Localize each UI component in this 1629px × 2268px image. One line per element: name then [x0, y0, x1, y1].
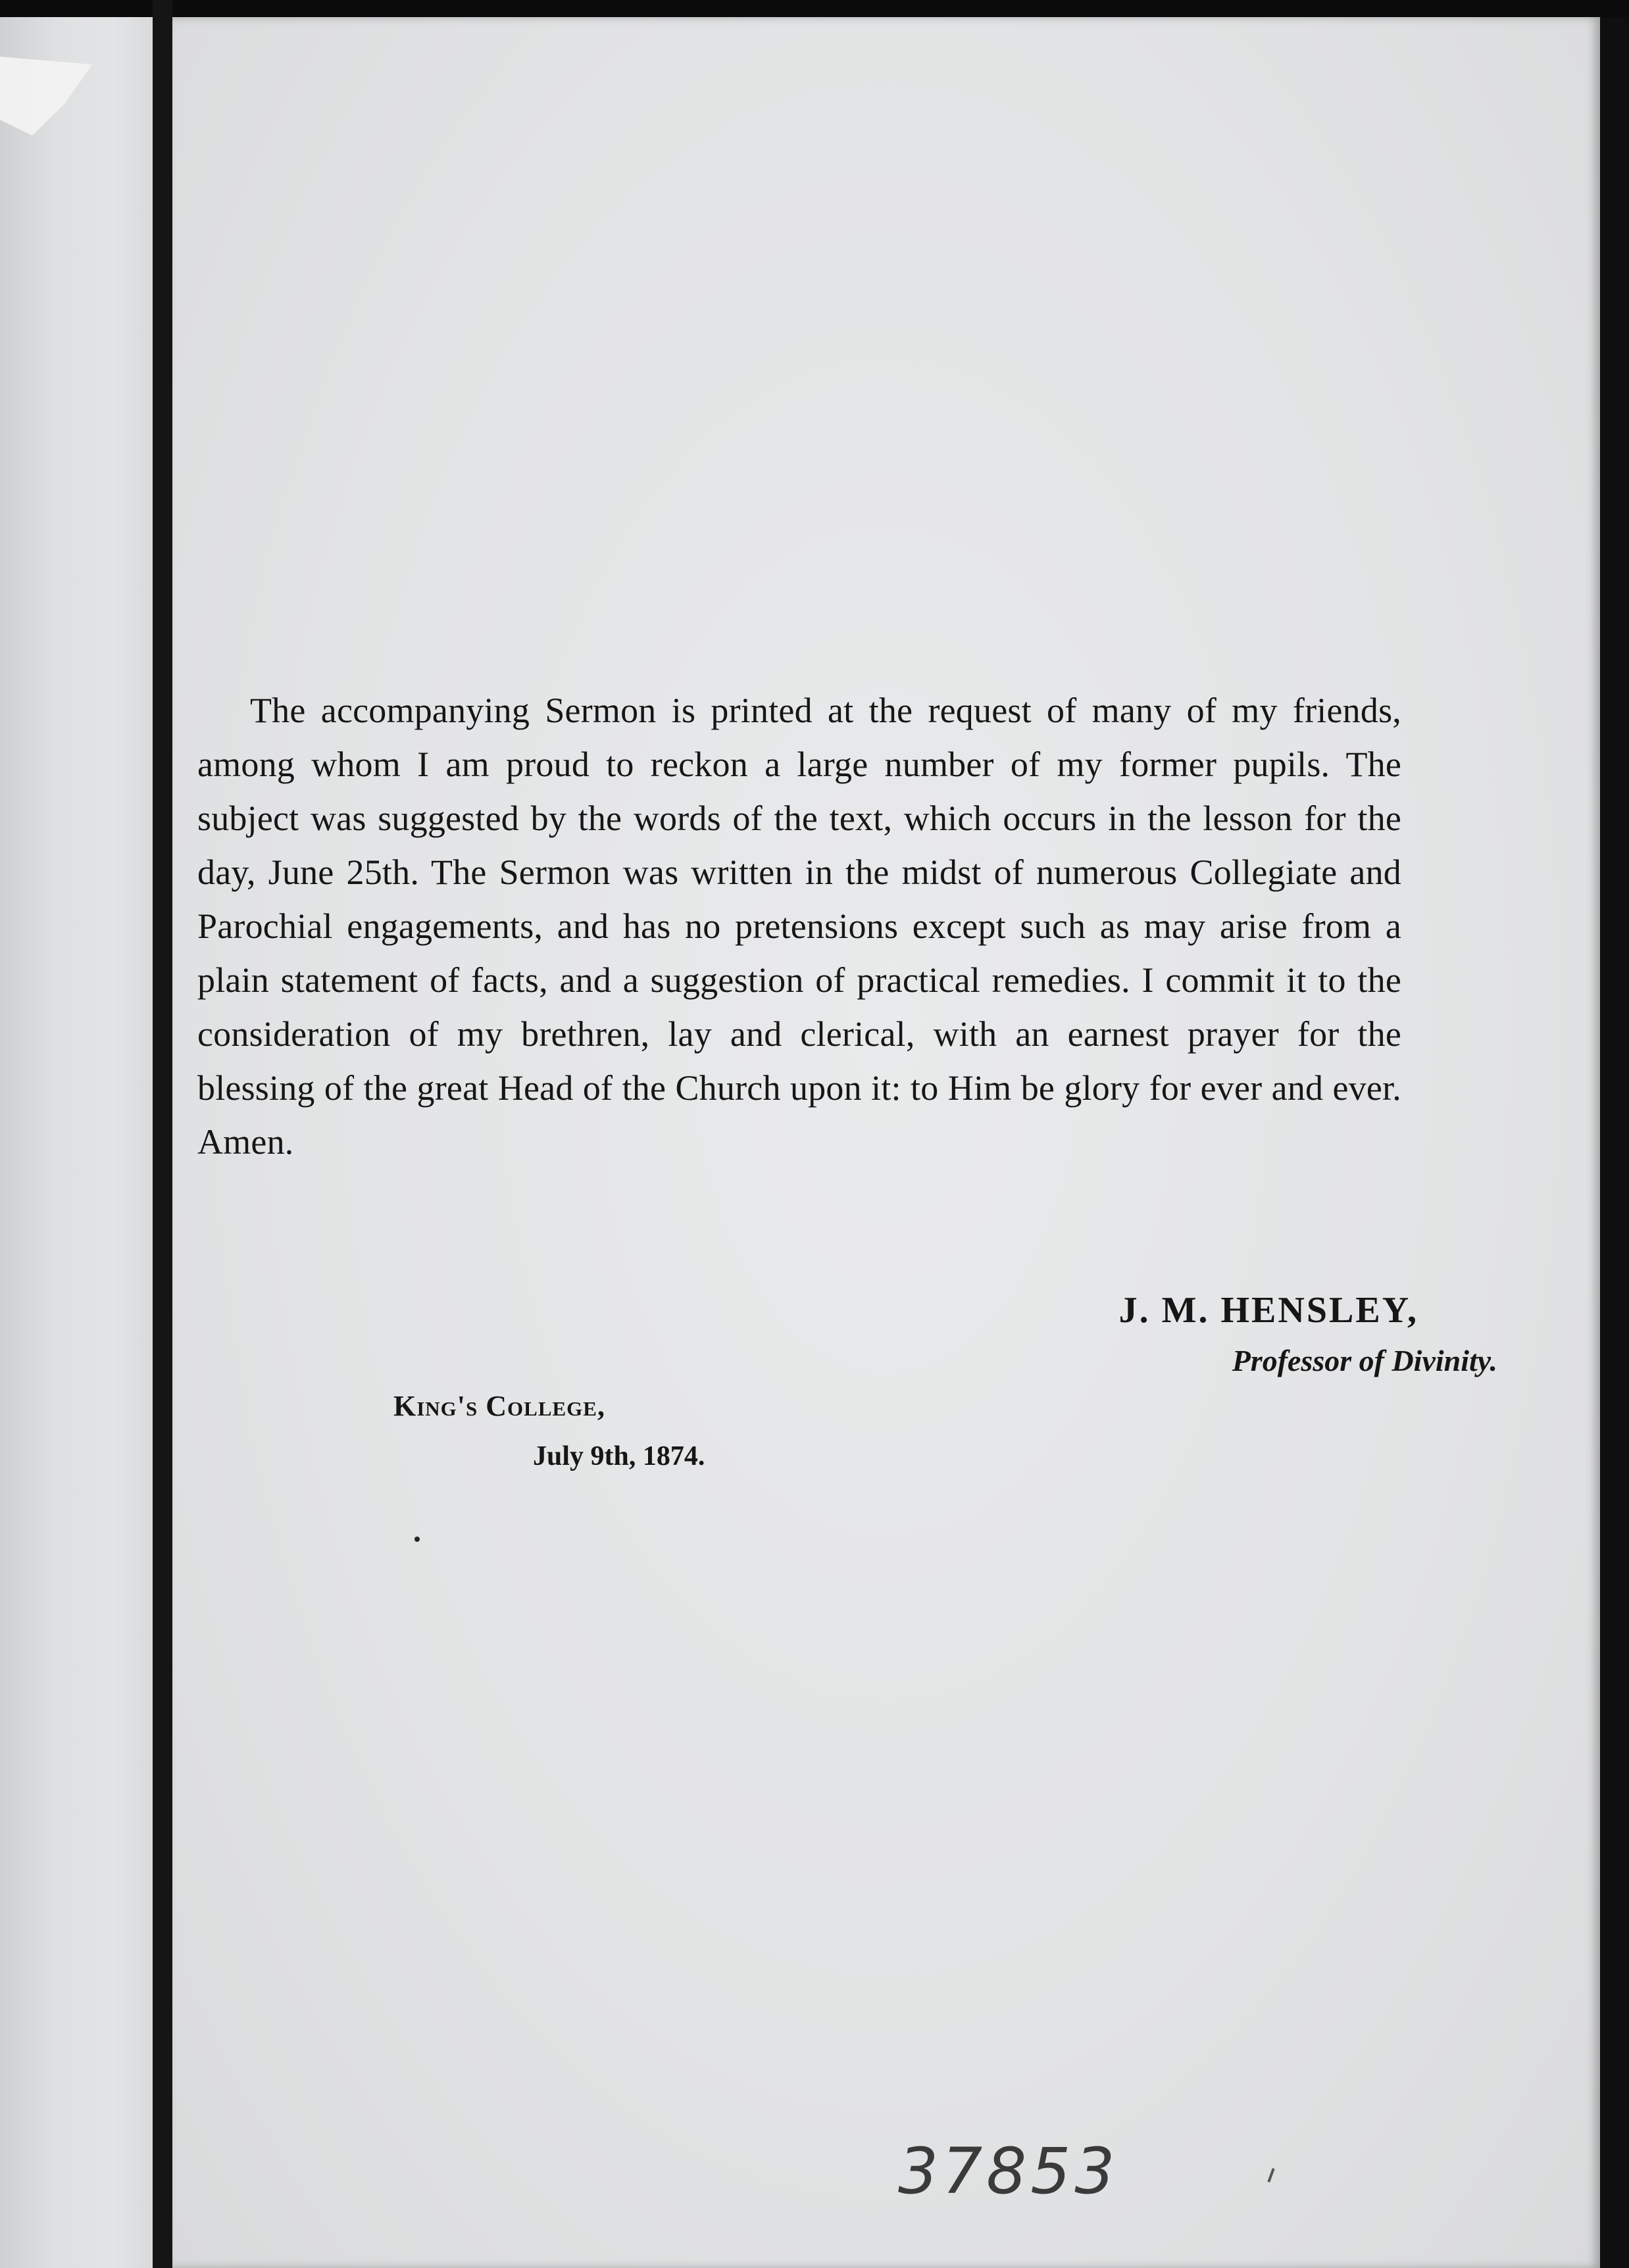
torn-corner	[0, 57, 92, 136]
date-line: July 9th, 1874.	[533, 1441, 705, 1471]
binding-gutter	[153, 0, 172, 2268]
scan-top-border	[0, 0, 1629, 17]
author-title: Professor of Divinity.	[1232, 1344, 1497, 1377]
author-name: J. M. HENSLEY,	[1118, 1290, 1418, 1331]
preface-paragraph: The accompanying Sermon is printed at the request of many of my friends, among whom I am proud to reckon a large number of my former pupils. The subject was suggested by the words of the text, which occurs in the lesson for the day, June 25th. The Sermon was written in the midst of numerous Collegiate and Parochial engagements, and has no pretensions except such as may arise from a plain statement of facts, and a suggestion of practical remedies. I commit it to the consideration of my brethren, lay and clerical, with an earnest prayer for the blessing of the great Head of the Church upon it: to Him be glory for ever and ever. Amen.	[197, 691, 1401, 1162]
handwritten-catalog-number: 37853	[898, 2134, 1119, 2208]
scan-right-border	[1600, 17, 1629, 2268]
ink-speck	[414, 1537, 420, 1542]
place-line: King's College,	[393, 1390, 605, 1422]
left-page-fragment	[0, 17, 163, 2268]
